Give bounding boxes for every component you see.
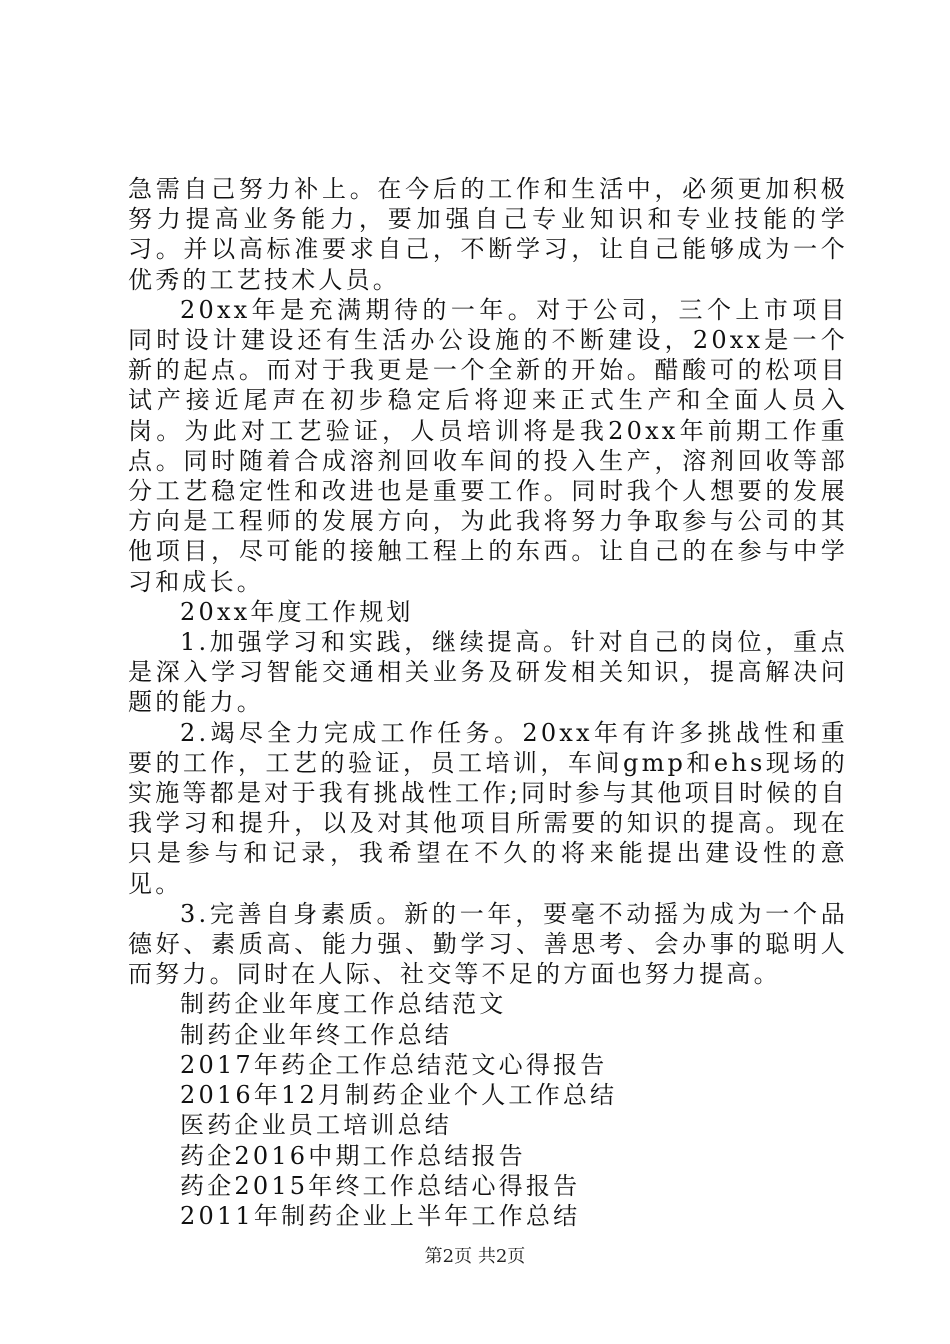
section-heading: 20xx年度工作规划 [180,597,414,626]
related-article-link[interactable]: 2011年制药企业上半年工作总结 [180,1201,581,1230]
plan-item: 2.竭尽全力完成工作任务。20xx年有许多挑战性和重要的工作，工艺的验证，员工培训，车间gmp和ehs现场的实施等都是对于我有挑战性工作;同时参与其他项目时候的自我学习和提升，以及对其他项目所需要的知识的提高。现在只是参与和记录，我希望在不久的将来能提出建设性的意见。 [128,718,848,898]
plan-item: 1.加强学习和实践，继续提高。针对自己的岗位，重点是深入学习智能交通相关业务及研发相关知识，提高解决问题的能力。 [128,628,848,717]
body-paragraph: 20xx年是充满期待的一年。对于公司，三个上市项目同时设计建设还有生活办公设施的不断建设，20xx是一个新的起点。而对于我更是一个全新的开始。醋酸可的松项目试产接近尾声在初步稳定后将迎来正式生产和全面人员入岗。为此对工艺验证，人员培训将是我20xx年前期工作重点。同时随着合成溶剂回收车间的投入生产，溶剂回收等部分工艺稳定性和改进也是重要工作。同时我个人想要的发展方向是工程师的发展方向，为此我将努力争取参与公司的其他项目，尽可能的接触工程上的东西。让自己的在参与中学习和成长。 [128,295,848,596]
related-article-link[interactable]: 2016年12月制药企业个人工作总结 [180,1081,618,1110]
related-article-link[interactable]: 制药企业年度工作总结范文 [180,990,507,1019]
related-article-link[interactable]: 医药企业员工培训总结 [180,1111,452,1140]
related-article-link[interactable]: 2017年药企工作总结范文心得报告 [180,1050,608,1079]
related-article-link[interactable]: 药企2016中期工作总结报告 [180,1141,526,1170]
page-number-footer: 第2页 共2页 [424,1246,526,1267]
body-paragraph: 急需自己努力补上。在今后的工作和生活中，必须更加积极努力提高业务能力，要加强自己专业知识和专业技能的学习。并以高标准要求自己，不断学习，让自己能够成为一个优秀的工艺技术人员。 [128,175,848,294]
related-article-link[interactable]: 制药企业年终工作总结 [180,1020,452,1049]
plan-item: 3.完善自身素质。新的一年，要毫不动摇为成为一个品德好、素质高、能力强、勤学习、善思考、会办事的聪明人而努力。同时在人际、社交等不足的方面也努力提高。 [128,899,848,989]
related-article-link[interactable]: 药企2015年终工作总结心得报告 [180,1171,581,1200]
document-body [128,174,848,1231]
